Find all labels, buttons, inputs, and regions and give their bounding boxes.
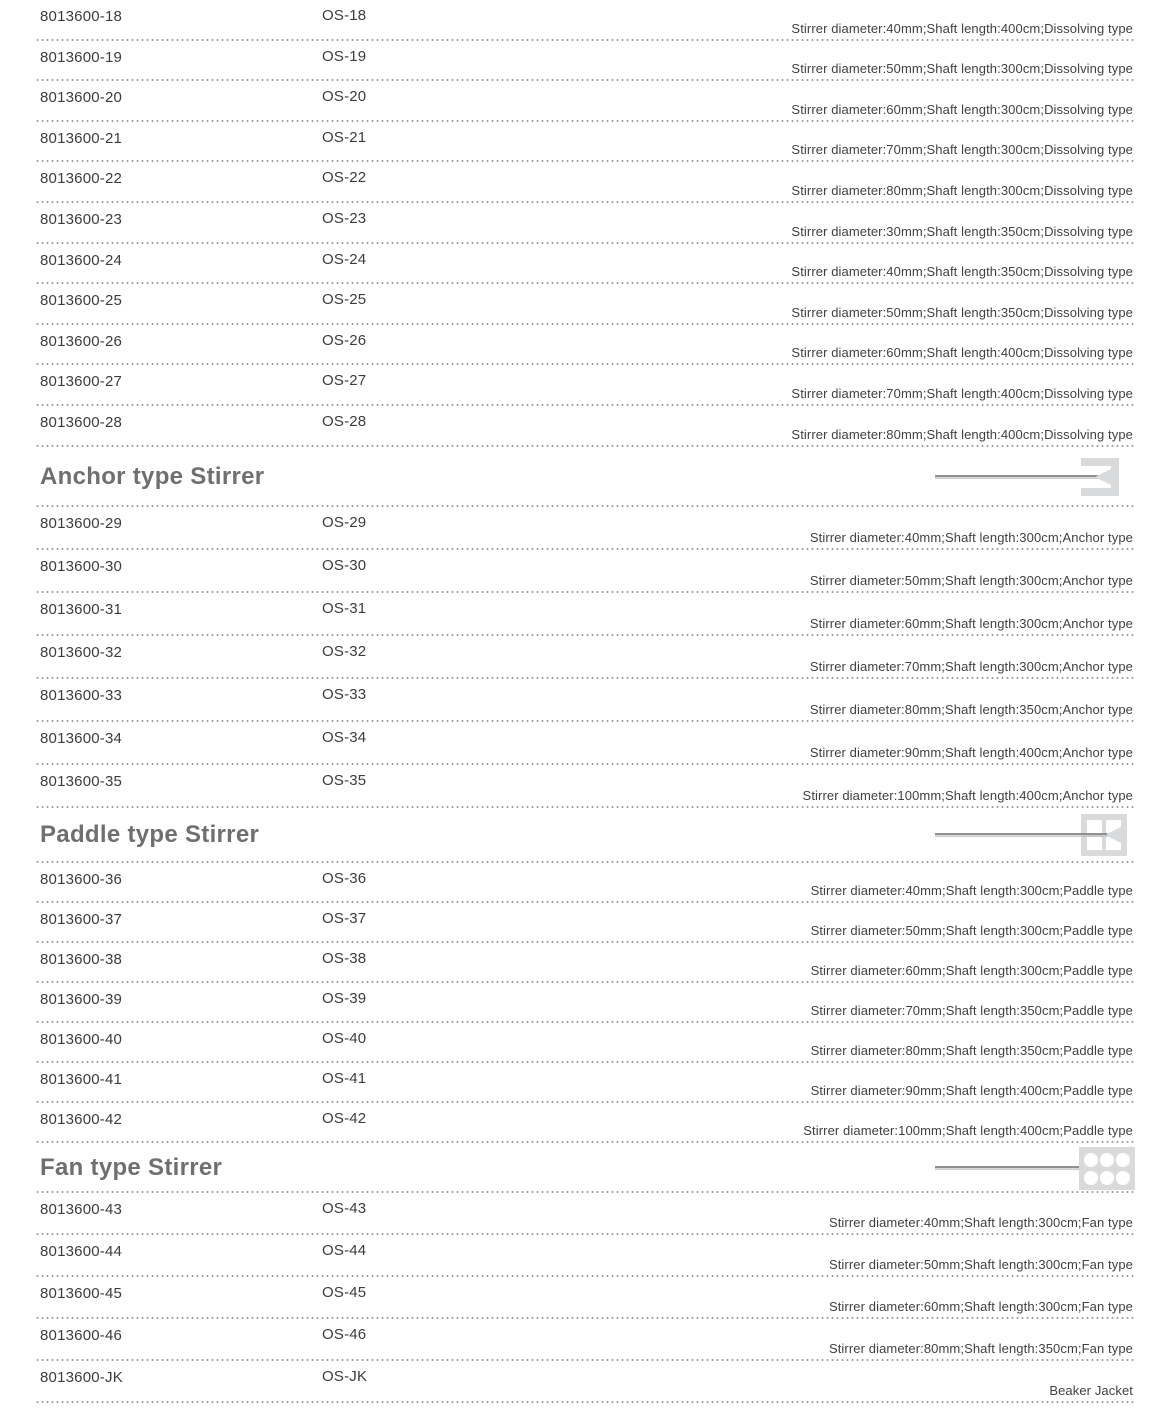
item-code: 8013600-31 [40,600,123,618]
table-row [35,122,1135,163]
item-code: 8013600-44 [40,1242,123,1260]
model-code: OS-28 [322,412,367,430]
model-code: OS-24 [322,250,367,268]
model-code: OS-21 [322,128,367,146]
table-row [35,406,1135,447]
item-description: Stirrer diameter:60mm;Shaft length:300cm;Anchor type [809,615,1133,631]
item-code: 8013600-24 [40,251,123,269]
item-description: Stirrer diameter:30mm;Shaft length:350cm;Dissolving type [791,223,1133,239]
paddle-stirrer-icon [935,812,1135,858]
model-code: OS-46 [322,1325,367,1343]
table-row [35,507,1135,550]
item-description: Stirrer diameter:70mm;Shaft length:300cm;Anchor type [809,658,1133,674]
table-row [35,203,1135,244]
item-code: 8013600-25 [40,292,123,310]
item-description: Stirrer diameter:40mm;Shaft length:400cm;Dissolving type [791,20,1133,36]
item-code: 8013600-41 [40,1070,123,1088]
model-code: OS-18 [322,7,367,24]
table-row [35,1277,1135,1319]
section-title: Paddle type Stirrer [40,821,260,849]
table-row [35,1103,1135,1143]
item-description: Stirrer diameter:80mm;Shaft length:300cm;Dissolving type [791,182,1133,198]
table-row [35,550,1135,593]
item-code: 8013600-23 [40,210,123,228]
item-description: Stirrer diameter:60mm;Shaft length:300cm;Paddle type [810,962,1133,978]
model-code: OS-42 [322,1109,367,1127]
table-row [35,244,1135,285]
item-description: Stirrer diameter:50mm;Shaft length:300cm;Paddle type [810,922,1133,938]
anchor-stirrer-icon [935,454,1135,500]
table-row [35,943,1135,983]
item-description: Stirrer diameter:50mm;Shaft length:300cm;Dissolving type [791,61,1133,77]
item-description: Stirrer diameter:40mm;Shaft length:300cm;Paddle type [810,882,1133,898]
fan-stirrer-icon [935,1145,1135,1191]
item-description: Stirrer diameter:50mm;Shaft length:300cm;Fan type [828,1256,1133,1272]
model-code: OS-30 [322,556,367,574]
item-code: 8013600-18 [40,8,123,25]
item-description: Stirrer diameter:100mm;Shaft length:400cm;Anchor type [802,787,1133,803]
model-code: OS-32 [322,642,367,660]
model-code: OS-37 [322,909,367,927]
table-row [35,722,1135,765]
item-description: Stirrer diameter:70mm;Shaft length:300cm;Dissolving type [791,142,1133,158]
model-code: OS-35 [322,771,367,789]
table-row [35,365,1135,406]
table-row [35,1063,1135,1103]
section-anchor-rows [35,507,1135,808]
item-code: 8013600-45 [40,1284,123,1302]
table-row [35,1235,1135,1277]
table-row [35,863,1135,903]
item-code: 8013600-35 [40,772,123,790]
model-code: OS-38 [322,949,367,967]
model-code: OS-22 [322,169,367,187]
item-description: Stirrer diameter:90mm;Shaft length:400cm;Anchor type [809,744,1133,760]
table-row [35,1361,1135,1403]
item-code: 8013600-21 [40,129,123,147]
item-description: Stirrer diameter:80mm;Shaft length:350cm;Paddle type [810,1042,1133,1058]
table-row [35,593,1135,636]
item-code: 8013600-43 [40,1200,123,1218]
model-code: OS-19 [322,47,367,65]
item-code: 8013600-33 [40,686,123,704]
model-code: OS-44 [322,1241,367,1259]
item-description: Stirrer diameter:80mm;Shaft length:350cm;Anchor type [809,701,1133,717]
section-paddle-rows [35,863,1135,1143]
item-description: Stirrer diameter:100mm;Shaft length:400cm;Paddle type [803,1122,1133,1138]
section-fan-rows [35,1193,1135,1403]
table-row [35,983,1135,1023]
item-description: Stirrer diameter:60mm;Shaft length:400cm;Dissolving type [791,345,1133,361]
item-description: Stirrer diameter:70mm;Shaft length:350cm;Paddle type [810,1002,1133,1018]
table-row [35,284,1135,325]
model-code: OS-34 [322,728,367,746]
model-code: OS-23 [322,209,367,227]
item-code: 8013600-29 [40,514,123,532]
model-code: OS-27 [322,372,367,390]
section-header-paddle [35,808,1135,863]
item-code: 8013600-JK [40,1368,123,1386]
item-code: 8013600-22 [40,170,123,188]
table-row [35,41,1135,82]
model-code: OS-33 [322,685,367,703]
table-row [35,1319,1135,1361]
table-row [35,679,1135,722]
section-header-fan [35,1143,1135,1193]
item-code: 8013600-30 [40,557,123,575]
section-dissolving-rows [35,0,1135,447]
item-description: Stirrer diameter:60mm;Shaft length:300cm;Fan type [828,1298,1133,1314]
item-description: Stirrer diameter:60mm;Shaft length:300cm;Dissolving type [791,101,1133,117]
model-code: OS-25 [322,291,367,309]
model-code: OS-JK [322,1367,368,1385]
item-description: Stirrer diameter:40mm;Shaft length:300cm;Fan type [828,1214,1133,1230]
table-row [35,1193,1135,1235]
item-code: 8013600-42 [40,1110,123,1128]
item-description: Stirrer diameter:50mm;Shaft length:350cm;Dissolving type [791,304,1133,320]
item-description: Stirrer diameter:70mm;Shaft length:400cm;Dissolving type [791,385,1133,401]
item-description: Stirrer diameter:50mm;Shaft length:300cm;Anchor type [809,572,1133,588]
table-row [35,636,1135,679]
table-row [35,765,1135,808]
item-code: 8013600-46 [40,1326,123,1344]
item-description: Stirrer diameter:90mm;Shaft length:400cm;Paddle type [810,1082,1133,1098]
table-row [35,81,1135,122]
item-code: 8013600-36 [40,870,123,888]
item-code: 8013600-19 [40,48,123,66]
model-code: OS-39 [322,989,367,1007]
model-code: OS-29 [322,513,367,531]
item-code: 8013600-40 [40,1030,123,1048]
model-code: OS-40 [322,1029,367,1047]
section-title: Fan type Stirrer [40,1153,223,1181]
model-code: OS-41 [322,1069,367,1087]
item-description: Stirrer diameter:40mm;Shaft length:300cm;Anchor type [809,529,1133,545]
item-code: 8013600-32 [40,643,123,661]
model-code: OS-45 [322,1283,367,1301]
item-description: Beaker Jacket [1049,1382,1133,1398]
section-title: Anchor type Stirrer [40,462,265,490]
item-code: 8013600-27 [40,373,123,391]
product-table [35,0,1135,1403]
table-row [35,162,1135,203]
table-row [35,903,1135,943]
model-code: OS-26 [322,331,367,349]
item-description: Stirrer diameter:80mm;Shaft length:350cm;Fan type [828,1340,1133,1356]
item-code: 8013600-39 [40,990,123,1008]
model-code: OS-31 [322,599,367,617]
model-code: OS-36 [322,869,367,887]
item-code: 8013600-20 [40,89,123,107]
item-code: 8013600-26 [40,332,123,350]
item-code: 8013600-38 [40,950,123,968]
item-description: Stirrer diameter:80mm;Shaft length:400cm;Dissolving type [791,426,1133,442]
model-code: OS-20 [322,88,367,106]
item-description: Stirrer diameter:40mm;Shaft length:350cm;Dissolving type [791,264,1133,280]
item-code: 8013600-34 [40,729,123,747]
table-row [35,325,1135,366]
table-row [35,1023,1135,1063]
item-code: 8013600-28 [40,413,123,431]
model-code: OS-43 [322,1199,367,1217]
item-code: 8013600-37 [40,910,123,928]
section-header-anchor [35,447,1135,507]
table-row [35,0,1135,41]
